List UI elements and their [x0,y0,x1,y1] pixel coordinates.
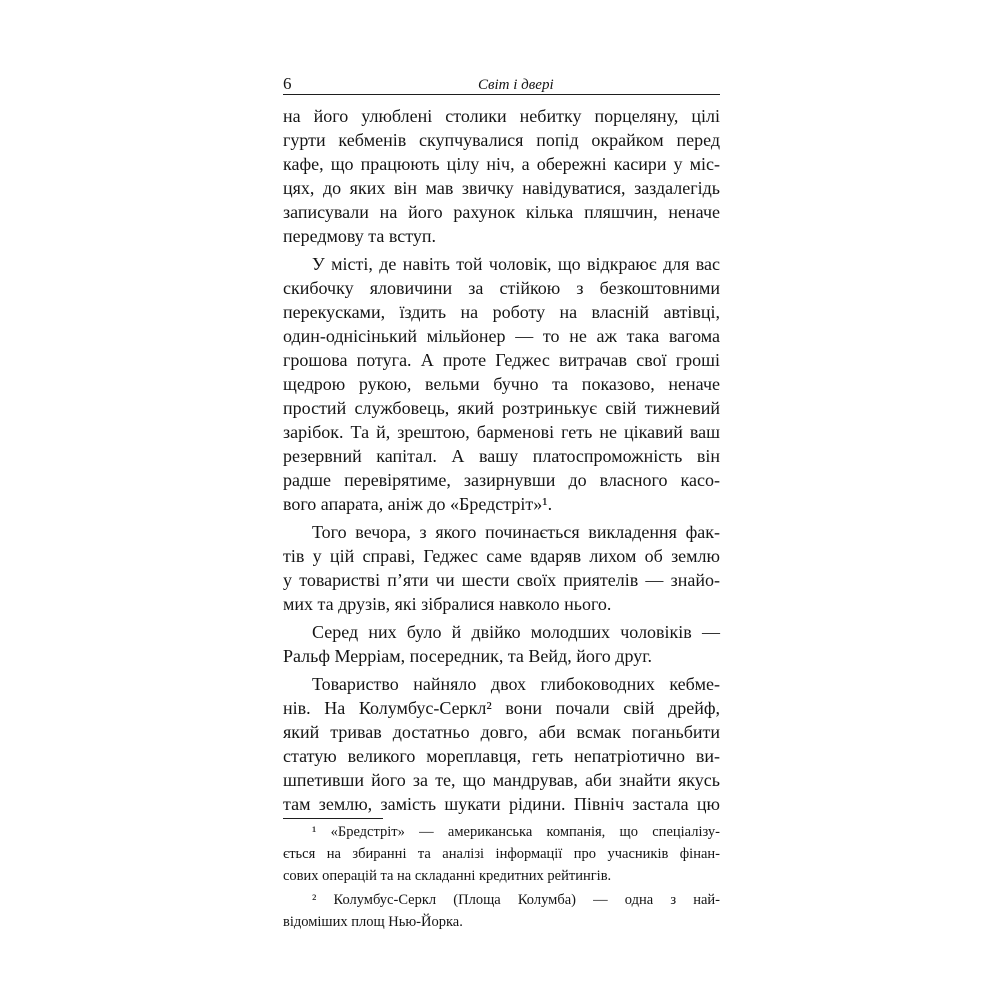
text-line: зарібок. Та й, зрештою, барменові геть не цікавий ваш [283,422,720,442]
text-line: статую великого мореплавця, геть непатріотично ви- [283,746,720,766]
text-line: вого апарата, аніж до «Бредстріт»¹. [283,494,553,514]
text-line: грошова потуга. А проте Геджес витрачав свої гроші [283,350,720,370]
page-number: 6 [283,74,292,93]
footnote-line: сових операцій та на складанні кредитних рейтингів. [283,868,612,884]
text-line: радше перевірятиме, зазирнувши до власного касо- [283,470,720,490]
text-line: гурти кебменів скупчувалися попід окрайком перед [283,130,720,150]
footnote-line: ² Колумбус-Серкл (Площа Колумба) — одна з най- [312,892,720,908]
header-rule [283,94,720,95]
text-line: простий службовець, який розтринькує свій тижневий [283,398,720,418]
running-header [283,73,720,95]
text-line: один-однісінький мільйонер — то не аж така вагома [283,326,720,346]
footnote-rule [283,818,383,819]
text-line: шпетивши його за те, що мандрував, аби знайти якусь [283,770,720,790]
footnote-line: ється на збиранні та аналізі інформації про учасників фінан- [283,846,720,862]
text-line: тів у цій справі, Геджес саме вдаряв лихом об землю [283,546,720,566]
text-line: скибочку яловичини за стійкою з безкоштовними [283,278,720,298]
text-line: нів. На Колумбус-Серкл² вони почали свій дрейф, [283,698,720,718]
text-line: на його улюблені столики небитку порцеляну, цілі [283,106,720,126]
running-title: Світ і двері [478,77,554,93]
text-line: Ральф Мерріам, посередник, та Вейд, його друг. [283,646,653,666]
body-text [283,104,720,816]
text-line: який тривав достатньо довго, аби всмак поганьбити [283,722,720,742]
text-line: у товаристві п’яти чи шести своїх приятелів — знайо- [283,570,720,590]
text-line: щедрою рукою, вельми бучно та показово, неначе [283,374,720,394]
text-line: записували на його рахунок кілька пляшчин, неначе [283,202,720,222]
footnotes [283,821,720,933]
paragraph [283,520,720,616]
footnote [283,821,720,887]
footnote-line: ¹ «Бредстріт» — американська компанія, що спеціалізу- [312,824,720,840]
text-line: там землю, замість шукати рідини. Північ застала цю [283,794,720,814]
text-line: кафе, що працюють цілу ніч, а обережні касири у міс- [283,154,720,174]
text-line: Серед них було й двійко молодших чоловіків — [312,622,720,642]
paragraph [283,252,720,516]
text-line: цях, до яких він мав звичку навідуватися, заздалегідь [283,178,720,198]
text-line: мих та друзів, які зібралися навколо нього. [283,594,612,614]
text-line: У місті, де навіть той чоловік, що відкраює для вас [312,254,720,274]
paragraph [283,620,720,668]
paragraph [283,672,720,816]
text-line: перекусками, їздить на роботу на власній автівці, [283,302,720,322]
footnote-line: відоміших площ Нью-Йорка. [283,914,463,930]
footnote [283,889,720,933]
text-line: резервний капітал. А вашу платоспроможність він [283,446,720,466]
paragraph [283,104,720,248]
text-line: Того вечора, з якого починається викладення фак- [312,522,720,542]
text-line: передмову та вступ. [283,226,437,246]
text-line: Товариство найняло двох глибоководних кебме- [312,674,720,694]
